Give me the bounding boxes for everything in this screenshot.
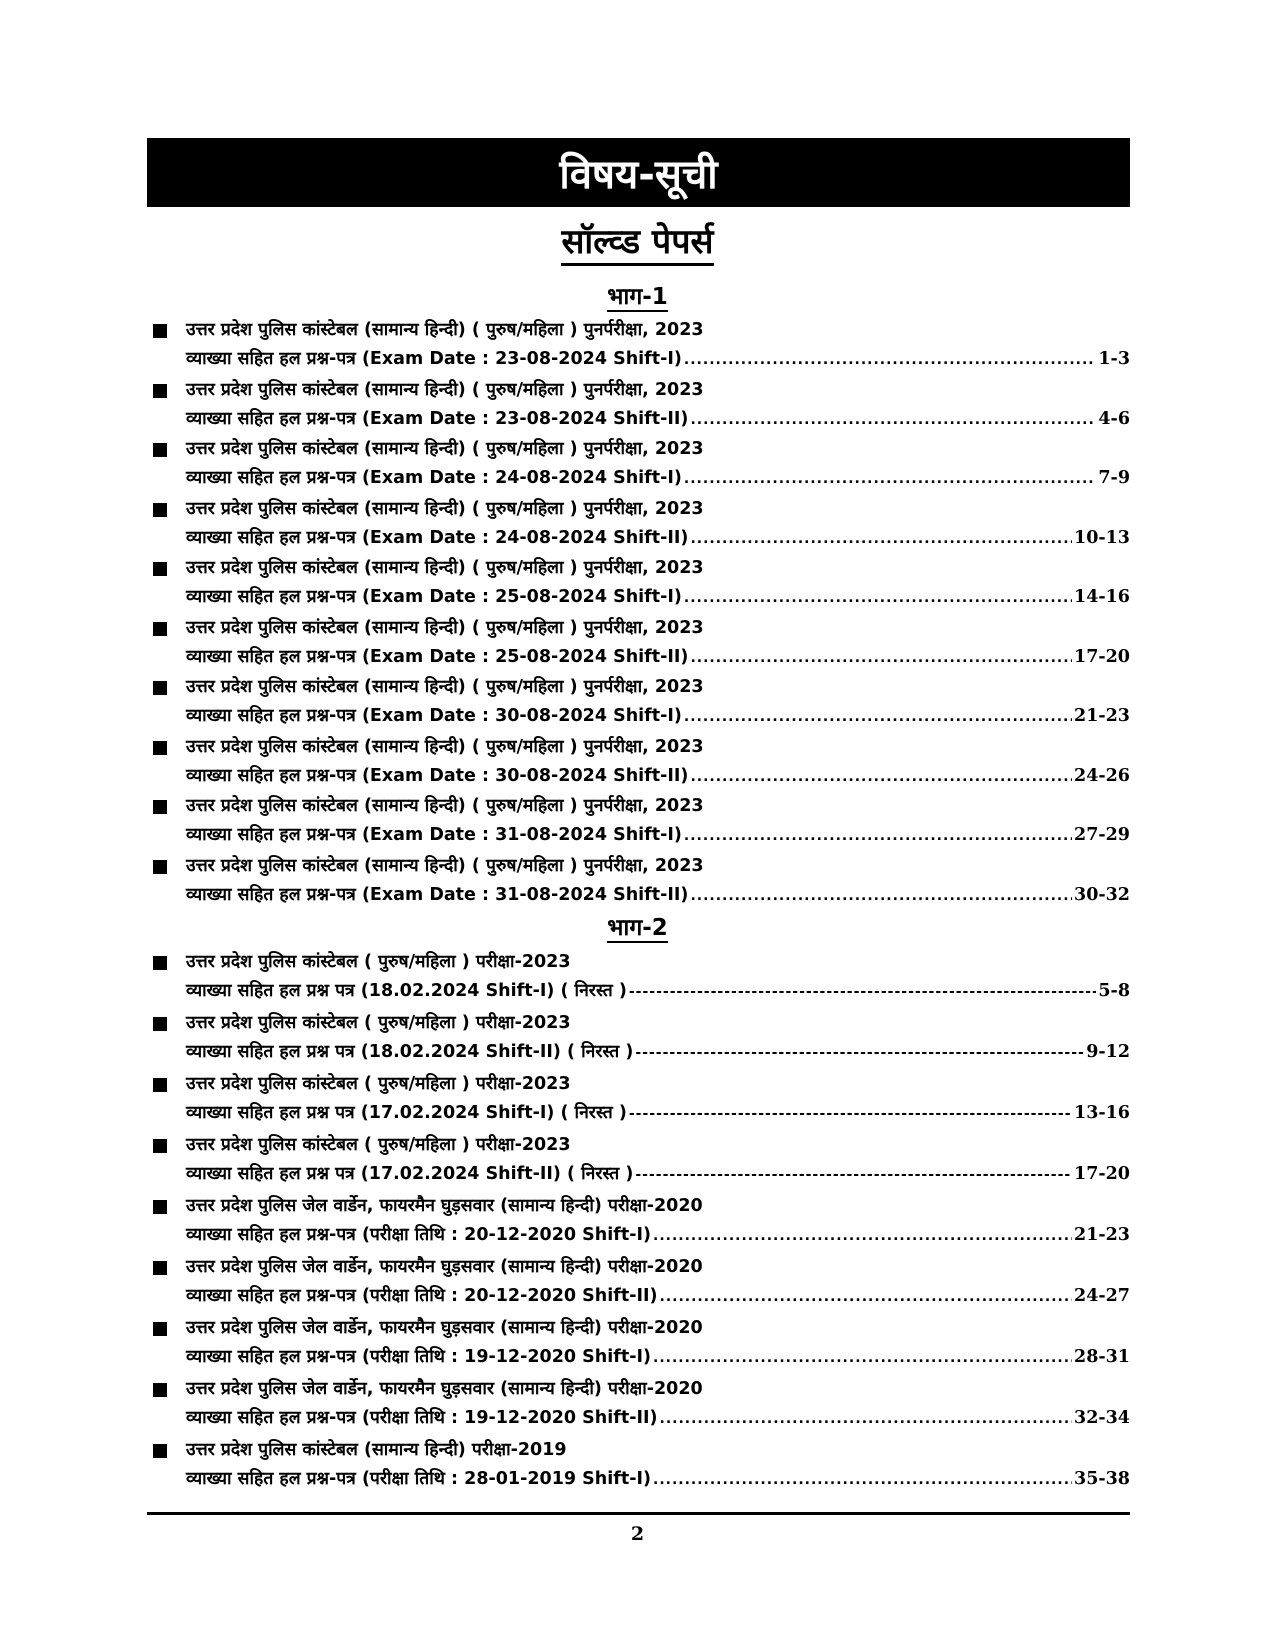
entry-description: व्याख्या सहित हल प्रश्न पत्र (17.02.2024 Shift-I) ( निरस्त ) [186,1103,627,1123]
entry-description: व्याख्या सहित हल प्रश्न-पत्र (Exam Date : 30-08-2024 Shift-I) [186,706,682,726]
entry-exam-name: उत्तर प्रदेश पुलिस कांस्टेबल (सामान्य हिन्दी) ( पुरुष/महिला ) पुनर्परीक्षा, 2023 [186,796,704,816]
entry-page-range: 30-32 [1074,884,1130,905]
square-bullet-icon [153,860,167,874]
dot-leader [690,408,1096,432]
toc-entry[interactable] [150,437,1130,497]
dot-leader [653,1224,1072,1248]
dot-leader [690,884,1072,908]
square-bullet-icon [153,622,167,636]
toc-entry[interactable] [150,1194,1130,1255]
entry-page-range: 13-16 [1074,1103,1130,1123]
entry-exam-name: उत्तर प्रदेश पुलिस कांस्टेबल ( पुरुष/महिला ) परीक्षा-2023 [186,1135,571,1155]
square-bullet-icon [153,1078,167,1092]
entry-page-range: 21-23 [1074,1225,1130,1245]
toc-entry[interactable] [150,950,1130,1011]
entry-exam-name: उत्तर प्रदेश पुलिस कांस्टेबल (सामान्य हिन्दी) परीक्षा-2019 [186,1440,567,1460]
entry-exam-name: उत्तर प्रदेश पुलिस कांस्टेबल ( पुरुष/महिला ) परीक्षा-2023 [186,952,571,972]
entry-detail [186,883,1130,908]
entry-description: व्याख्या सहित हल प्रश्न पत्र (18.02.2024 Shift-II) ( निरस्त ) [186,1042,634,1062]
entry-description: व्याख्या सहित हल प्रश्न-पत्र (Exam Date : 25-08-2024 Shift-II) [186,646,689,667]
entry-description: व्याख्या सहित हल प्रश्न-पत्र (परीक्षा तिथि : 19-12-2020 Shift-I) [186,1347,651,1367]
entry-page-range: 28-31 [1074,1347,1130,1367]
square-bullet-icon [153,956,167,970]
toc-entry[interactable] [150,794,1130,854]
entry-detail [186,1284,1130,1309]
square-bullet-icon [153,681,167,695]
square-bullet-icon [153,1139,167,1153]
square-bullet-icon [153,800,167,814]
entry-exam-name: उत्तर प्रदेश पुलिस कांस्टेबल (सामान्य हिन्दी) ( पुरुष/महिला ) पुनर्परीक्षा, 2023 [186,498,704,519]
entry-exam-name: उत्तर प्रदेश पुलिस जेल वार्डेन, फायरमैन घुड़सवार (सामान्य हिन्दी) परीक्षा-2020 [186,1196,703,1216]
entry-description: व्याख्या सहित हल प्रश्न-पत्र (Exam Date : 30-08-2024 Shift-II) [186,765,689,786]
toc-entry[interactable] [150,675,1130,735]
footer-divider [147,1512,1130,1515]
dash-leader [635,1041,1084,1065]
entry-exam-name: उत्तर प्रदेश पुलिस कांस्टेबल (सामान्य हिन्दी) ( पुरुष/महिला ) पुनर्परीक्षा, 2023 [186,320,704,340]
square-bullet-icon [153,324,167,338]
entry-exam-name: उत्तर प्रदेश पुलिस कांस्टेबल (सामान्य हिन्दी) ( पुरुष/महिला ) पुनर्परीक्षा, 2023 [186,855,704,876]
entry-description: व्याख्या सहित हल प्रश्न पत्र (17.02.2024 Shift-II) ( निरस्त ) [186,1164,634,1184]
dot-leader [653,1468,1072,1492]
entry-exam-name: उत्तर प्रदेश पुलिस कांस्टेबल (सामान्य हिन्दी) ( पुरुष/महिला ) पुनर्परीक्षा, 2023 [186,558,704,578]
toc-entry[interactable] [150,1133,1130,1194]
entry-page-range: 17-20 [1074,1164,1130,1184]
entry-exam-name: उत्तर प्रदेश पुलिस जेल वार्डेन, फायरमैन घुड़सवार (सामान्य हिन्दी) परीक्षा-2020 [186,1257,703,1277]
entry-detail [186,1162,1130,1187]
entry-page-range: 5-8 [1098,981,1130,1001]
entry-description: व्याख्या सहित हल प्रश्न-पत्र (परीक्षा तिथि : 19-12-2020 Shift-II) [186,1408,658,1428]
entry-page-range: 1-3 [1098,349,1130,369]
entry-description: व्याख्या सहित हल प्रश्न-पत्र (Exam Date : 31-08-2024 Shift-I) [186,825,682,845]
part-2-heading-text: भाग-2 [607,915,668,943]
entry-detail [186,823,1130,848]
entry-exam-name: उत्तर प्रदेश पुलिस कांस्टेबल (सामान्य हिन्दी) ( पुरुष/महिला ) पुनर्परीक्षा, 2023 [186,677,704,697]
toc-entry[interactable] [150,1377,1130,1438]
section-subtitle [0,222,1275,266]
dash-leader [629,1102,1072,1126]
entry-description: व्याख्या सहित हल प्रश्न पत्र (18.02.2024 Shift-I) ( निरस्त ) [186,981,627,1001]
entry-page-range: 17-20 [1074,646,1130,667]
dot-leader [684,467,1096,491]
square-bullet-icon [153,443,167,457]
dot-leader [684,348,1096,372]
entry-exam-name: उत्तर प्रदेश पुलिस कांस्टेबल (सामान्य हिन्दी) ( पुरुष/महिला ) पुनर्परीक्षा, 2023 [186,736,704,757]
dot-leader [653,1346,1072,1370]
entry-exam-name: उत्तर प्रदेश पुलिस जेल वार्डेन, फायरमैन घुड़सवार (सामान्य हिन्दी) परीक्षा-2020 [186,1379,703,1399]
dot-leader [690,646,1072,670]
square-bullet-icon [153,1017,167,1031]
entry-page-range: 10-13 [1074,527,1130,548]
entry-page-range: 24-27 [1074,1286,1130,1306]
dot-leader [684,705,1072,729]
entry-description: व्याख्या सहित हल प्रश्न-पत्र (Exam Date : 24-08-2024 Shift-I) [186,468,682,488]
entry-description: व्याख्या सहित हल प्रश्न-पत्र (Exam Date : 23-08-2024 Shift-I) [186,349,682,369]
toc-entry[interactable] [150,378,1130,438]
dot-leader [684,586,1072,610]
entry-exam-name: उत्तर प्रदेश पुलिस कांस्टेबल ( पुरुष/महिला ) परीक्षा-2023 [186,1074,571,1094]
part-1-heading [0,284,1275,312]
square-bullet-icon [153,1444,167,1458]
entry-detail [186,347,1130,372]
entry-detail [186,764,1130,789]
entry-exam-name: उत्तर प्रदेश पुलिस कांस्टेबल ( पुरुष/महिला ) परीक्षा-2023 [186,1013,571,1033]
entry-detail [186,1406,1130,1431]
entry-page-range: 24-26 [1074,765,1130,786]
entry-exam-name: उत्तर प्रदेश पुलिस जेल वार्डेन, फायरमैन घुड़सवार (सामान्य हिन्दी) परीक्षा-2020 [186,1318,703,1338]
entry-detail [186,466,1130,491]
entry-detail [186,407,1130,432]
dot-leader [690,527,1072,551]
entry-detail [186,645,1130,670]
entry-description: व्याख्या सहित हल प्रश्न-पत्र (परीक्षा तिथि : 20-12-2020 Shift-I) [186,1225,651,1245]
toc-entry[interactable] [150,1072,1130,1133]
toc-entry[interactable] [150,1316,1130,1377]
entry-detail [186,526,1130,551]
entry-detail [186,1223,1130,1248]
part-1-heading-text: भाग-1 [607,284,668,312]
square-bullet-icon [153,741,167,755]
dash-leader [635,1163,1072,1187]
toc-entry[interactable] [150,616,1130,676]
square-bullet-icon [153,1383,167,1397]
page-number: 2 [630,1523,645,1545]
entry-detail [186,704,1130,729]
entry-description: व्याख्या सहित हल प्रश्न-पत्र (Exam Date : 25-08-2024 Shift-I) [186,587,682,607]
part-2-heading [0,915,1275,943]
toc-entry[interactable] [150,1438,1130,1499]
toc-entry[interactable] [150,1255,1130,1316]
dot-leader [690,765,1072,789]
dot-leader [660,1407,1073,1431]
entry-page-range: 35-38 [1074,1469,1130,1489]
toc-entry[interactable] [150,735,1130,795]
dot-leader [684,824,1072,848]
entry-page-range: 9-12 [1086,1042,1130,1062]
square-bullet-icon [153,503,167,517]
toc-entry[interactable] [150,497,1130,557]
entry-exam-name: उत्तर प्रदेश पुलिस कांस्टेबल (सामान्य हिन्दी) ( पुरुष/महिला ) पुनर्परीक्षा, 2023 [186,439,704,459]
entry-description: व्याख्या सहित हल प्रश्न-पत्र (Exam Date : 23-08-2024 Shift-II) [186,408,689,429]
entry-detail [186,1467,1130,1492]
entry-page-range: 4-6 [1098,408,1130,429]
entry-exam-name: उत्तर प्रदेश पुलिस कांस्टेबल (सामान्य हिन्दी) ( पुरुष/महिला ) पुनर्परीक्षा, 2023 [186,379,704,400]
square-bullet-icon [153,562,167,576]
entry-detail [186,1345,1130,1370]
square-bullet-icon [153,1322,167,1336]
entry-detail [186,585,1130,610]
entry-page-range: 7-9 [1098,468,1130,488]
entry-detail [186,1101,1130,1126]
entry-description: व्याख्या सहित हल प्रश्न-पत्र (Exam Date : 24-08-2024 Shift-II) [186,527,689,548]
entry-detail [186,979,1130,1004]
entry-page-range: 21-23 [1074,706,1130,726]
entry-page-range: 27-29 [1074,825,1130,845]
entry-description: व्याख्या सहित हल प्रश्न-पत्र (परीक्षा तिथि : 28-01-2019 Shift-I) [186,1469,651,1489]
subtitle-text: सॉल्व्ड पेपर्स [561,224,713,266]
toc-entry[interactable] [150,854,1130,914]
square-bullet-icon [153,384,167,398]
toc-entry[interactable] [150,1011,1130,1072]
entry-detail [186,1040,1130,1065]
part-1-entries [150,318,1130,913]
square-bullet-icon [153,1261,167,1275]
toc-entry[interactable] [150,556,1130,616]
entry-page-range: 32-34 [1074,1408,1130,1428]
entry-exam-name: उत्तर प्रदेश पुलिस कांस्टेबल (सामान्य हिन्दी) ( पुरुष/महिला ) पुनर्परीक्षा, 2023 [186,617,704,638]
page-title: विषय-सूची [147,138,1130,207]
square-bullet-icon [153,1200,167,1214]
dash-leader [629,980,1097,1004]
entry-page-range: 14-16 [1074,587,1130,607]
part-2-entries [150,950,1130,1499]
entry-description: व्याख्या सहित हल प्रश्न-पत्र (Exam Date : 31-08-2024 Shift-II) [186,884,689,905]
entry-description: व्याख्या सहित हल प्रश्न-पत्र (परीक्षा तिथि : 20-12-2020 Shift-II) [186,1286,658,1306]
toc-entry[interactable] [150,318,1130,378]
dot-leader [660,1285,1073,1309]
